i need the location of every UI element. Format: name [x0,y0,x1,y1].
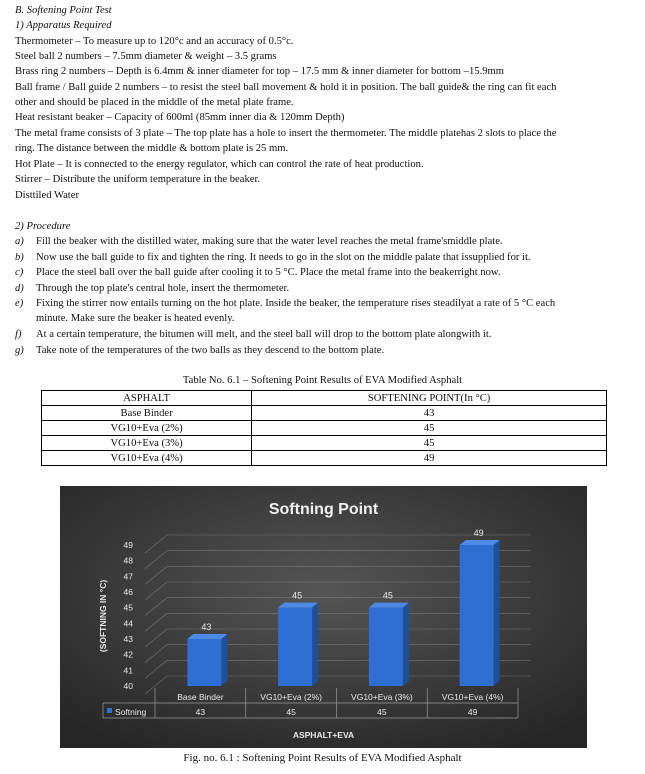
y-tick-label: 41 [123,665,133,676]
bar-data-label: 43 [201,622,212,632]
table-cell-asphalt: Base Binder [42,406,252,421]
apparatus-line: Brass ring 2 numbers – Depth is 6.4mm & inner diameter for top – 17.5 mm & inner diameter for bottom –15.9mm [15,66,504,77]
y-tick-label: 42 [123,649,133,660]
table-header-asphalt: ASPHALT [42,391,252,406]
apparatus-line: Hot Plate – It is connected to the energy regulator, which can control the rate of heat production. [15,159,424,170]
bar-top [278,603,318,608]
bar-side [403,603,409,686]
procedure-step-label: a) [15,236,24,247]
table-cell-softening: 43 [252,406,607,421]
y-axis-label: (SOFTNING IN °C) [98,579,108,653]
y-tick-label: 47 [123,571,133,582]
table-row [42,406,607,421]
table-header-row [42,391,607,406]
bar-top [460,540,500,545]
procedure-step-label: f) [15,329,22,340]
procedure-step-label: g) [15,345,24,356]
procedure-step-text: Fixing the stirrer now entails turning on the hot plate. Inside the beaker, the temperature rises steadilyat a rate of 5 °C each [36,298,556,309]
procedure-step-text: Fill the beaker with the distilled water, making sure that the water level reaches the metal frame'smiddle plate. [36,236,503,247]
bar-side [494,540,500,686]
bar-side [312,603,318,686]
table-row [42,436,607,451]
apparatus-line: The metal frame consists of 3 plate – The top plate has a hole to insert the thermometer. The middle platehas 2 slots to place the [15,128,557,139]
apparatus-line: Stirrer – Distribute the uniform temperature in the beaker. [15,174,261,185]
bar-top [369,603,409,608]
x-category-label: VG10+Eva (4%) [441,692,504,702]
apparatus-line: Heat resistant beaker – Capacity of 600ml (85mm inner dia & 120mm Depth) [15,112,345,123]
procedure-step-label: c) [15,267,24,278]
chart-title: Softning Point [268,501,379,518]
data-table-value: 45 [377,707,387,717]
y-tick-label: 40 [123,681,133,691]
apparatus-heading: 1) Apparatus Required [15,20,112,31]
table-header-softening: SOFTENING POINT(In °C) [252,391,607,406]
table-cell-asphalt: VG10+Eva (4%) [42,451,252,466]
results-table [41,390,607,466]
bar-data-label: 49 [473,528,484,538]
chart-svg [60,486,587,748]
apparatus-line: Thermometer – To measure up to 120°c and an accuracy of 0.5°c. [15,36,294,47]
bar-data-label: 45 [382,590,393,601]
apparatus-line: ring. The distance between the middle & bottom plate is 25 mm. [15,143,289,154]
data-table-value: 43 [195,707,206,717]
x-category-label: VG10+Eva (3%) [351,692,413,702]
table-row [42,421,607,436]
apparatus-line: other and should be placed in the middle of the metal plate frame. [15,97,294,108]
procedure-step-label: e) [15,298,24,309]
apparatus-line: Steel ball 2 numbers – 7.5mm diameter & weight – 3.5 grams [15,51,277,62]
y-tick-label: 43 [123,634,133,644]
section-heading: B. Softening Point Test [15,5,112,16]
y-tick-label: 49 [123,540,133,550]
table-caption: Table No. 6.1 – Softening Point Results of EVA Modified Asphalt [182,375,463,386]
data-table-value: 45 [286,707,296,717]
table-cell-softening: 45 [252,436,607,451]
apparatus-line: Ball frame / Ball guide 2 numbers – to resist the steel ball movement & hold it in position. The ball guide& the ring can fit each [15,82,557,93]
table-row [42,451,607,466]
x-axis-label: ASPHALT+EVA [292,730,355,740]
procedure-step-text: At a certain temperature, the bitumen will melt, and the steel ball will drop to the bottom plate alongwith it. [36,329,492,340]
x-category-label: VG10+Eva (2%) [260,692,322,702]
y-tick-label: 45 [123,602,133,613]
procedure-step-text: Take note of the temperatures of the two balls as they descend to the bottom plate. [36,345,385,356]
y-tick-label: 48 [123,555,133,566]
legend-label: Softning [115,707,147,717]
procedure-step-text: minute. Make sure the beaker is heated evenly. [36,313,235,324]
bar-side [221,634,227,686]
procedure-step-text: Place the steel ball over the ball guide after cooling it to 5 °C. Place the metal frame into the beakerright now. [36,267,501,278]
bar [369,608,403,686]
softening-point-chart [60,486,587,748]
bar [460,545,494,686]
table-cell-asphalt: VG10+Eva (3%) [42,436,252,451]
procedure-step-label: d) [15,283,24,294]
procedure-step-text: Through the top plate's central hole, insert the thermometer. [36,283,290,294]
y-tick-label: 44 [123,618,133,629]
table-cell-softening: 49 [252,451,607,466]
bar [278,608,312,686]
apparatus-line: Disttiled Water [15,190,79,201]
data-table-value: 49 [467,707,478,717]
table-cell-softening: 45 [252,421,607,436]
bar-data-label: 45 [292,590,303,601]
x-category-label: Base Binder [177,692,224,702]
procedure-step-label: b) [15,252,24,263]
bar [187,639,221,686]
procedure-heading: 2) Procedure [15,221,71,232]
legend-swatch [107,708,112,713]
bar-top [187,634,227,639]
procedure-step-text: Now use the ball guide to fix and tighten the ring. It needs to go in the slot on the middle palate that issupplied for it. [36,252,531,263]
table-cell-asphalt: VG10+Eva (2%) [42,421,252,436]
y-tick-label: 46 [123,587,133,597]
figure-caption: Fig. no. 6.1 : Softening Point Results of EVA Modified Asphalt [183,752,462,764]
